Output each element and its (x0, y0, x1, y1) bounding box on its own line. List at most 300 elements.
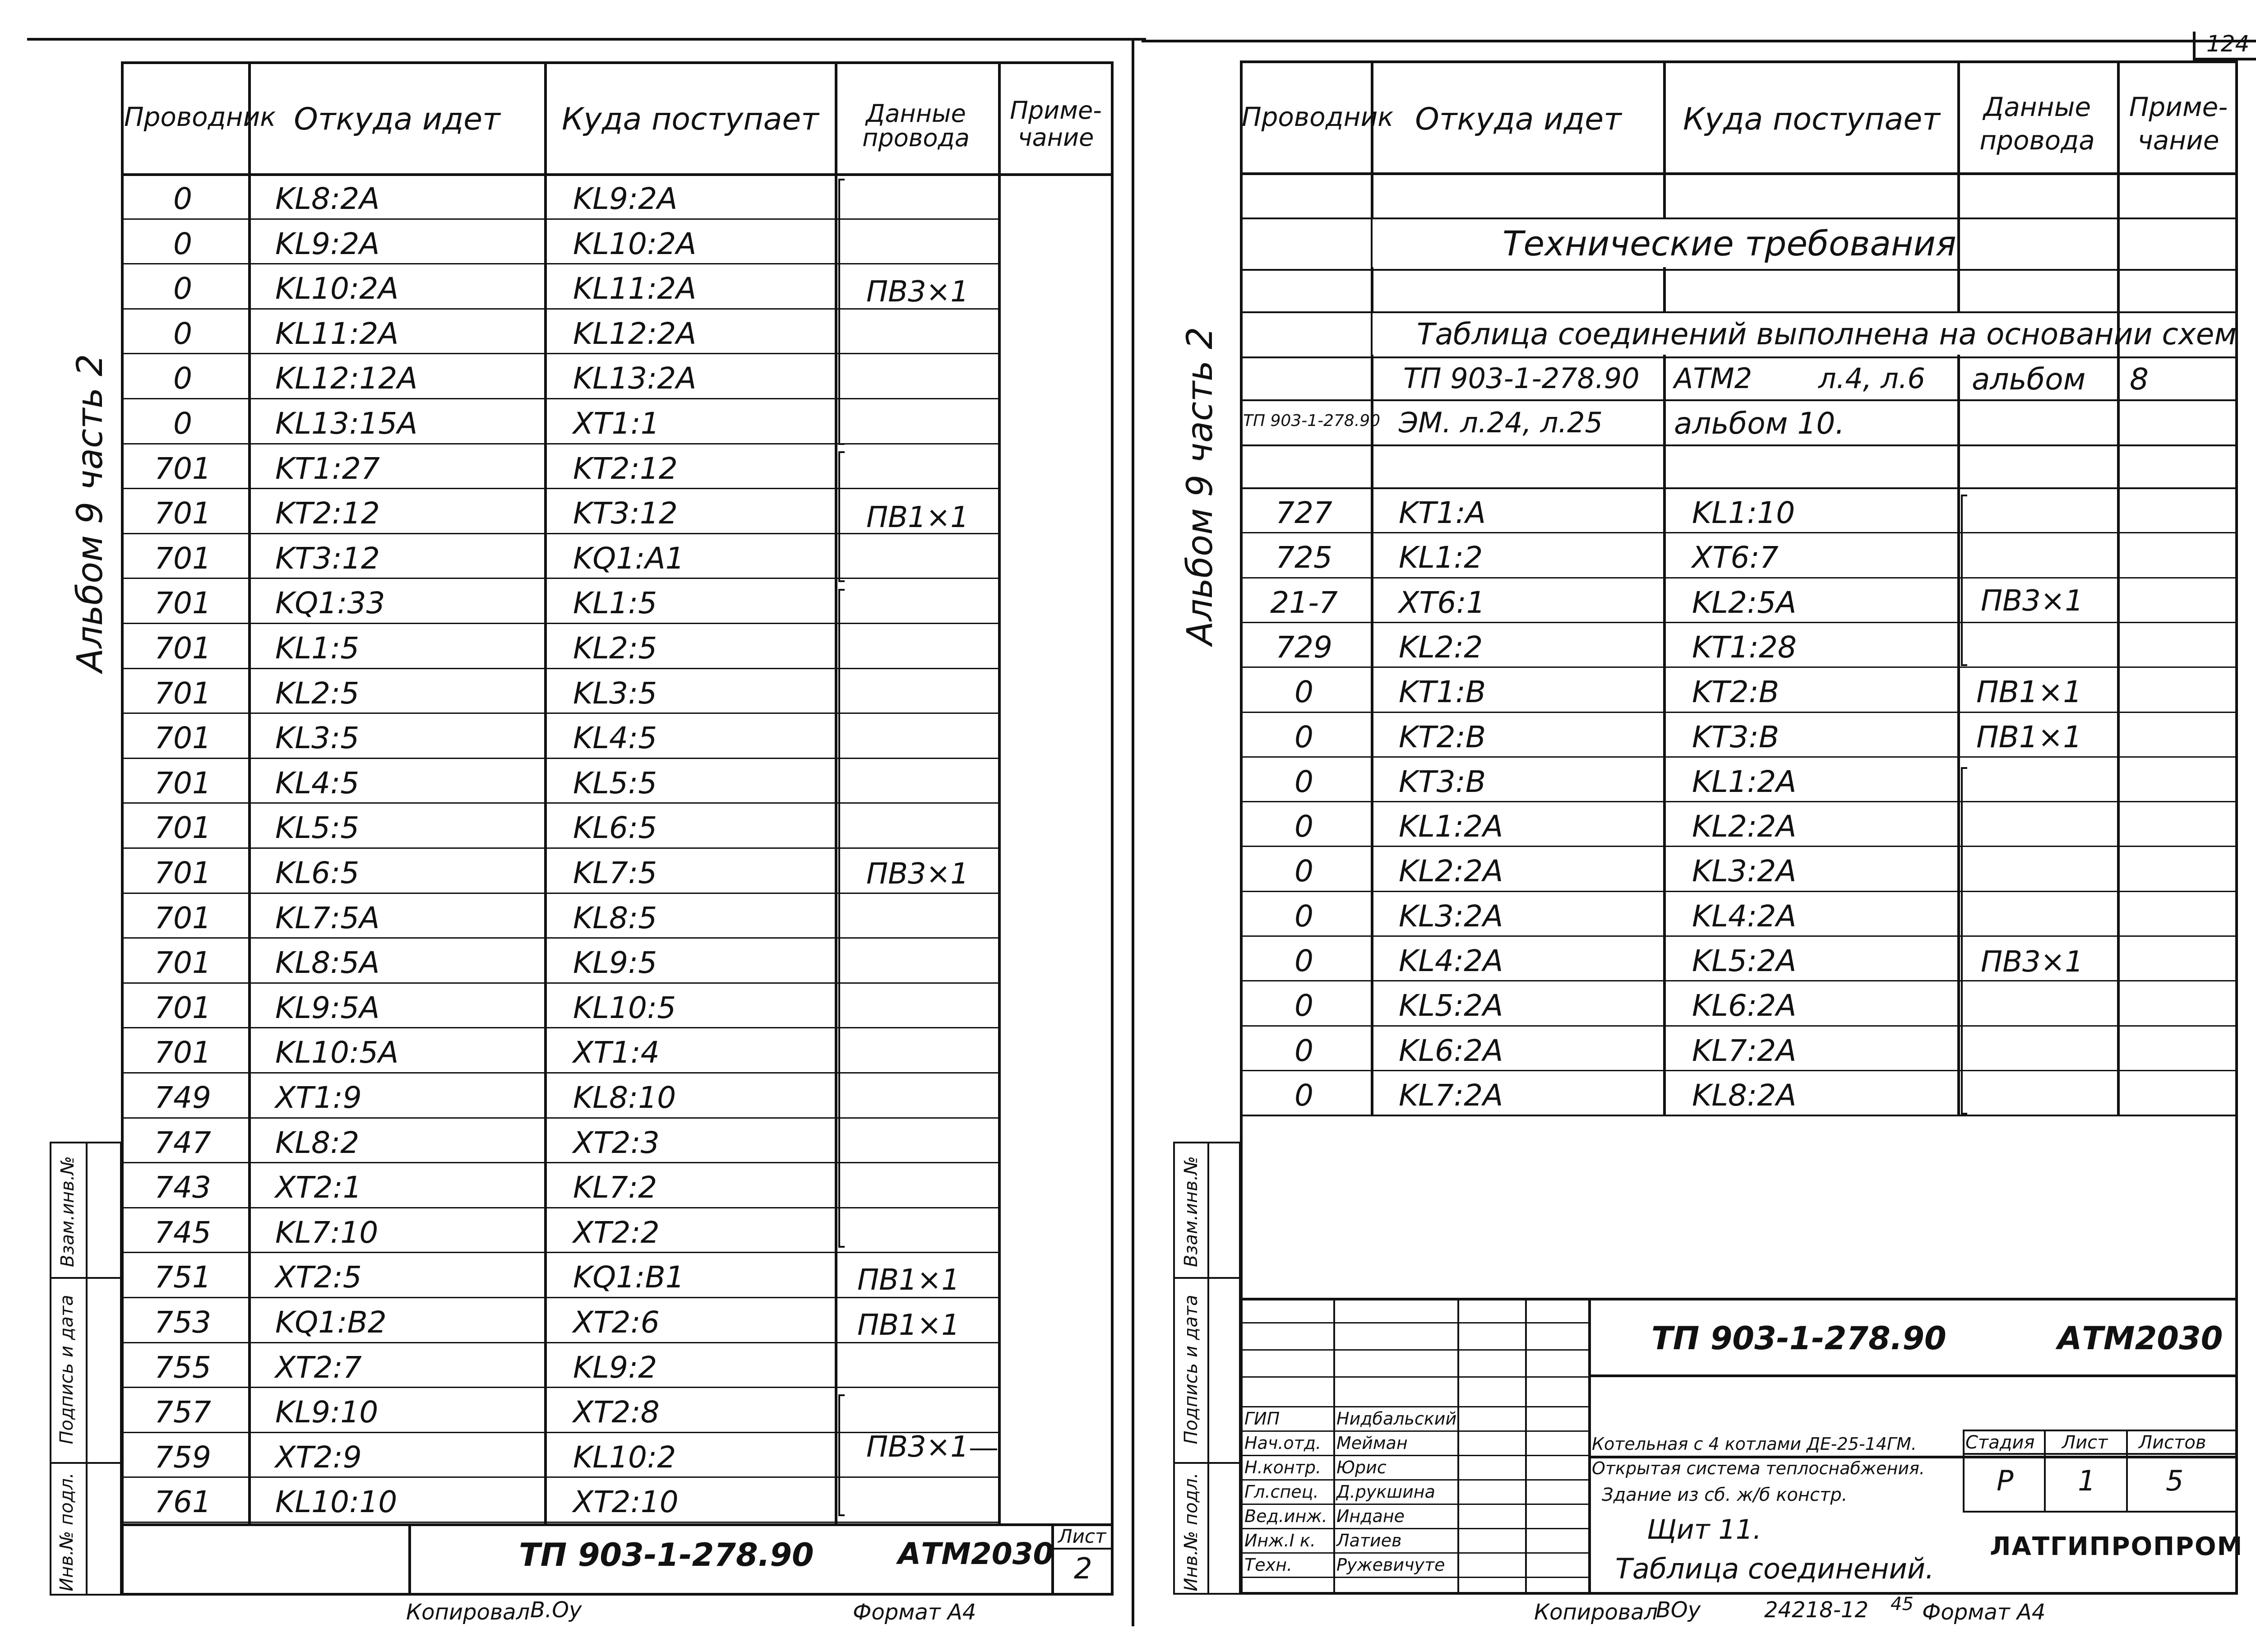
left-row-line (121, 1162, 998, 1163)
right-role-name: Латиев (1336, 1531, 1402, 1550)
right-row-line (1240, 666, 2238, 668)
left-doc-mark: АТМ2030 (898, 1536, 1054, 1571)
left-row-line (121, 443, 998, 444)
right-cell-conductor: 727 (1276, 495, 1332, 530)
left-cell-from: KL4:5 (275, 766, 360, 801)
left-col-div-2 (544, 61, 547, 1523)
left-cell-conductor: 701 (154, 810, 211, 845)
left-cell-to: KL2:5 (573, 631, 657, 666)
right-tb-main-div (1588, 1298, 1591, 1595)
right-tb-stage-mid (1963, 1453, 2238, 1455)
right-wire-group-1: ПВ3×1 (1981, 584, 2084, 618)
right-cell-to: KL5:2A (1692, 944, 1797, 978)
right-cell-to: XT6:7 (1692, 540, 1779, 575)
left-header-to: Куда поступает (562, 102, 819, 137)
right-role-name: Индане (1336, 1506, 1405, 1526)
right-sheets: 5 (2166, 1464, 2184, 1497)
right-sheet-label: Лист (2062, 1432, 2108, 1453)
left-cell-from: KL2:5 (275, 676, 360, 711)
left-row-line (121, 398, 998, 399)
left-cell-conductor: 749 (154, 1080, 211, 1115)
left-cell-from: KT1:27 (275, 451, 380, 486)
left-header-from: Откуда идет (294, 102, 500, 137)
right-tech-line3-b: ЭМ. л.24, л.25 (1399, 406, 1603, 439)
right-cell-conductor: 21-7 (1270, 585, 1338, 620)
right-header-note: Приме- чание (2129, 92, 2228, 156)
left-cell-to: KL10:5 (573, 990, 676, 1025)
right-drawing-line-2: Таблица соединений. (1615, 1552, 1934, 1585)
right-cell-to: KL2:2A (1692, 809, 1797, 844)
left-cell-conductor: 0 (173, 181, 192, 216)
left-cell-from: KL11:2A (275, 316, 399, 351)
left-row-line (121, 218, 998, 220)
left-row-line (121, 623, 998, 624)
left-cell-from: XT2:7 (275, 1350, 362, 1385)
right-row-line (1240, 712, 2238, 713)
left-cell-conductor: 759 (154, 1440, 211, 1475)
right-tb-stage-div (1963, 1430, 1965, 1511)
left-row-line (121, 263, 998, 264)
left-wire-group-6: ПВ3×1 (866, 1430, 969, 1464)
left-cell-from: KL8:5A (275, 945, 380, 980)
left-row-line (121, 937, 998, 939)
right-tb-code-line (1588, 1374, 2238, 1377)
right-role: Гл.спец. (1244, 1482, 1319, 1502)
right-role-name: Юрис (1336, 1458, 1387, 1477)
left-row-line (121, 668, 998, 669)
right-sheets-label: Листов (2139, 1432, 2206, 1453)
left-cell-to: KL9:2A (573, 181, 678, 216)
right-tb-stage-top (1963, 1430, 2238, 1431)
right-stage-label: Стадия (1965, 1432, 2035, 1453)
left-row-line (121, 802, 998, 804)
left-cell-to: XT2:8 (573, 1395, 660, 1430)
right-role-name: Мейман (1336, 1433, 1408, 1453)
left-col-div-4 (998, 61, 1001, 1523)
left-cell-from: KT3:12 (275, 541, 380, 576)
left-title-block-top (121, 1523, 1114, 1526)
right-tech-line2-d: альбом (1972, 362, 2086, 397)
left-cell-conductor: 745 (154, 1215, 211, 1250)
right-copied-by: Копировал (1534, 1600, 1658, 1625)
right-tech-row-2 (1240, 269, 2238, 271)
left-cell-to: KL9:2 (573, 1350, 657, 1385)
left-cell-from: KL9:5A (275, 990, 380, 1025)
right-header-line (1240, 172, 2238, 175)
right-row-line (1240, 891, 2238, 892)
left-cell-conductor: 761 (154, 1485, 211, 1519)
left-wire-group-4: ПВ1×1 (857, 1263, 960, 1297)
right-order-no2: 45 (1891, 1594, 1914, 1615)
left-stamp-label-0: Инв.№ подл. (56, 1472, 77, 1592)
right-tb-top (1240, 1298, 2238, 1300)
right-wire-group-2: ПВ3×1 (1981, 945, 2084, 979)
left-cell-to: KQ1:B1 (573, 1260, 684, 1295)
left-cell-from: KQ1:B2 (275, 1305, 387, 1340)
left-row-line (121, 893, 998, 894)
right-cell-from: KL7:2A (1399, 1078, 1503, 1113)
left-row-line (121, 353, 998, 354)
left-cell-conductor: 701 (154, 766, 211, 801)
left-cell-conductor: 701 (154, 496, 211, 531)
right-cell-from: KT3:B (1399, 764, 1486, 799)
left-stamp-side-divider (86, 1142, 88, 1596)
right-brace-2 (1961, 767, 1967, 1115)
right-row-line (1240, 935, 2238, 937)
left-cell-to: KT2:12 (573, 451, 678, 486)
left-stamp-label-1: Подпись и дата (56, 1295, 77, 1444)
left-doc-code: ТП 903-1-278.90 (519, 1536, 814, 1573)
right-cell-conductor: 0 (1294, 809, 1313, 844)
left-cell-from: KL8:2A (275, 181, 380, 216)
left-row-line (121, 1297, 998, 1298)
right-cell-from: KL2:2 (1399, 630, 1483, 665)
left-cell-conductor: 701 (154, 451, 211, 486)
right-cell-to: KL1:2A (1692, 764, 1797, 799)
left-row-line (121, 847, 998, 849)
left-cell-from: KL6:5 (275, 856, 360, 890)
left-cell-conductor: 0 (173, 227, 192, 261)
left-cell-to: KL5:5 (573, 766, 657, 801)
left-title-block-div (408, 1523, 411, 1596)
right-organization: ЛАТГИПРОПРОМ (1990, 1532, 2243, 1561)
right-row-line (1240, 1070, 2238, 1071)
left-cell-to: KL12:2A (573, 316, 697, 351)
right-order-no: 24218-12 (1764, 1597, 1869, 1623)
right-cell-conductor: 0 (1294, 899, 1313, 934)
left-cell-to: KL10:2 (573, 1440, 676, 1475)
right-tech-line3-c: альбом 10. (1674, 406, 1845, 441)
right-object-line-3: Здание из сб. ж/б констр. (1602, 1485, 1848, 1505)
right-cell-wire: ПВ1×1 (1976, 720, 2082, 754)
right-stamp-side-row2 (1173, 1462, 1241, 1464)
left-cell-to: XT1:4 (573, 1035, 660, 1070)
left-wire-group-2: ПВ1×1 (866, 501, 969, 534)
right-cell-conductor: 0 (1294, 675, 1313, 709)
left-cell-conductor: 743 (154, 1170, 211, 1205)
left-cell-conductor: 701 (154, 945, 211, 980)
left-cell-from: KL7:5A (275, 901, 380, 935)
left-copied-by: Копировал (406, 1600, 530, 1625)
left-cell-conductor: 701 (154, 990, 211, 1025)
right-tb-sig-row (1240, 1430, 1588, 1432)
right-cell-wire: ПВ1×1 (1976, 675, 2082, 709)
right-cell-to: KL4:2A (1692, 899, 1797, 934)
right-tech-line2-a: ТП 903-1-278.90 (1403, 362, 1640, 395)
left-format: Формат А4 (853, 1600, 976, 1625)
right-tech-line2-c: л.4, л.6 (1818, 362, 1925, 395)
right-copied-sign: ВОу (1656, 1597, 1701, 1623)
left-cell-from: XT2:5 (275, 1260, 362, 1295)
left-cell-from: XT1:9 (275, 1080, 362, 1115)
left-header-note: Приме- чание (1010, 96, 1102, 152)
right-tb-sig-row (1240, 1504, 1588, 1505)
right-cell-conductor: 725 (1276, 540, 1332, 575)
left-row-line (121, 1476, 998, 1478)
left-cell-to: KL8:10 (573, 1080, 676, 1115)
right-cell-from: KL1:2 (1399, 540, 1483, 575)
left-col-div-3 (835, 61, 837, 1523)
left-brace-2 (838, 451, 845, 582)
left-row-line (121, 1522, 998, 1523)
left-brace-3 (838, 589, 845, 1248)
right-sheet: 1 (2078, 1464, 2096, 1497)
right-tech-row-5 (1240, 399, 2238, 401)
right-object-line-2: Открытая система теплоснабжения. (1592, 1458, 1925, 1478)
left-row-line (121, 1072, 998, 1074)
right-cell-conductor: 0 (1294, 854, 1313, 888)
right-doc-code: ТП 903-1-278.90 (1651, 1320, 1946, 1357)
right-stamp-side-divider (1207, 1142, 1209, 1595)
left-cell-conductor: 701 (154, 1035, 211, 1070)
right-tb-sig-row (1240, 1455, 1588, 1456)
right-tb-empty-row (1240, 1322, 1588, 1323)
left-cell-from: KL9:10 (275, 1395, 379, 1430)
right-role-name: Нидбальский (1336, 1409, 1457, 1429)
left-cell-conductor: 701 (154, 676, 211, 711)
left-cell-from: KL3:5 (275, 721, 360, 755)
left-cell-conductor: 747 (154, 1125, 211, 1160)
left-cell-from: KL5:5 (275, 810, 360, 845)
right-role: Вед.инж. (1244, 1506, 1327, 1526)
left-cell-to: KL3:5 (573, 676, 657, 711)
left-cell-conductor: 0 (173, 316, 192, 351)
left-cell-to: KQ1:A1 (573, 541, 684, 576)
top-rule-right (1142, 40, 2256, 42)
right-cell-to: KT3:B (1692, 720, 1780, 754)
right-tb-empty-row (1240, 1349, 1588, 1351)
right-tb-sig-div-3 (1525, 1298, 1527, 1595)
left-stamp-label-2: Взам.инв.№ (57, 1156, 78, 1268)
left-wire-group-3: ПВ3×1 (866, 857, 969, 891)
right-header-wire: Данные провода (1979, 92, 2095, 156)
right-side-caption: Альбом 9 часть 2 (1180, 327, 1220, 645)
left-cell-from: KL9:2A (275, 227, 380, 261)
left-row-line (121, 488, 998, 489)
left-cell-to: KL7:2 (573, 1170, 657, 1205)
left-cell-from: KL10:2A (275, 271, 399, 306)
right-tb-sig-row (1240, 1528, 1588, 1529)
right-tb-sig-row (1240, 1552, 1588, 1554)
left-wire-group-1: ПВ3×1 (866, 275, 969, 309)
left-cell-conductor: 753 (154, 1305, 211, 1340)
right-cell-from: KT1:B (1399, 675, 1486, 709)
left-row-line (121, 1117, 998, 1119)
left-cell-conductor: 751 (154, 1260, 211, 1295)
right-header-from: Откуда идет (1415, 102, 1622, 137)
left-wire-group-5: ПВ1×1 (857, 1309, 960, 1342)
right-cell-from: KT2:B (1399, 720, 1486, 754)
left-row-line (121, 1342, 998, 1343)
right-tb-sig-row (1240, 1577, 1588, 1578)
left-row-line (121, 578, 998, 579)
left-cell-from: XT2:1 (275, 1170, 362, 1205)
left-cell-to: XT1:1 (573, 406, 660, 441)
left-copied-sign: В.Оу (530, 1597, 582, 1623)
right-row-line (1240, 622, 2238, 623)
left-cell-to: KL4:5 (573, 721, 657, 755)
right-stamp-label-1: Подпись и дата (1181, 1295, 1202, 1444)
right-tb-sig-div-2 (1457, 1298, 1459, 1595)
left-row-line (121, 1387, 998, 1388)
left-cell-to: KL10:2A (573, 227, 697, 261)
right-cell-conductor: 0 (1294, 1078, 1313, 1113)
left-cell-conductor: 0 (173, 271, 192, 306)
left-row-line (121, 1252, 998, 1253)
center-divider (1132, 38, 1134, 1626)
left-row-line (121, 1207, 998, 1208)
left-cell-to: KL7:5 (573, 856, 657, 890)
right-cell-conductor: 0 (1294, 1033, 1313, 1068)
right-row-line (1240, 1115, 2238, 1116)
right-cell-to: KL1:10 (1692, 495, 1795, 530)
right-cell-to: KL2:5A (1692, 585, 1797, 620)
right-cell-to: KL3:2A (1692, 854, 1797, 888)
left-cell-to: KL13:2A (573, 361, 697, 396)
left-cell-to: XT2:2 (573, 1215, 660, 1250)
left-row-line (121, 982, 998, 984)
right-cell-to: KT2:B (1692, 675, 1780, 709)
right-tech-line1: Таблица соединений выполнена на основании схем (1417, 317, 2237, 352)
right-cell-to: KL6:2A (1692, 988, 1797, 1023)
left-cell-conductor: 0 (173, 406, 192, 441)
left-cell-conductor: 701 (154, 631, 211, 666)
left-brace-6 (838, 1394, 845, 1516)
right-cell-conductor: 0 (1294, 988, 1313, 1023)
left-cell-to: XT2:10 (573, 1485, 679, 1519)
right-cell-from: KL2:2A (1399, 854, 1503, 888)
page-number: 124 (2206, 31, 2250, 57)
right-role: ГИП (1244, 1409, 1280, 1429)
right-tb-sheet-div (2044, 1430, 2046, 1511)
right-tb-empty-row (1240, 1376, 1588, 1378)
right-stage: Р (1997, 1464, 2014, 1497)
right-role-name: Д.рукшина (1336, 1482, 1435, 1502)
left-cell-from: KL1:5 (275, 631, 360, 666)
left-cell-from: KT2:12 (275, 496, 380, 531)
right-row-line (1240, 801, 2238, 802)
right-tb-sig-row (1240, 1479, 1588, 1481)
right-cell-conductor: 0 (1294, 944, 1313, 978)
left-row-line (121, 1027, 998, 1028)
right-row-line (1240, 846, 2238, 847)
right-tb-sig-row (1240, 1406, 1588, 1407)
left-sheet-box-line (1051, 1548, 1114, 1550)
right-cell-conductor: 729 (1276, 630, 1332, 665)
right-role: Н.контр. (1244, 1458, 1322, 1477)
left-side-caption: Альбом 9 часть 2 (70, 354, 111, 672)
left-cell-to: XT2:3 (573, 1125, 660, 1160)
left-cell-to: KT3:12 (573, 496, 678, 531)
left-cell-from: KL8:2 (275, 1125, 360, 1160)
left-cell-conductor: 701 (154, 721, 211, 755)
left-row-line (121, 713, 998, 714)
left-cell-conductor: 757 (154, 1395, 211, 1430)
left-header-line (121, 173, 1114, 176)
right-role: Инж.I к. (1244, 1531, 1316, 1550)
left-cell-from: KL10:10 (275, 1485, 398, 1519)
right-cell-conductor: 0 (1294, 764, 1313, 799)
left-cell-to: KL1:5 (573, 586, 657, 620)
left-sheet-label: Лист (1058, 1525, 1106, 1547)
left-header-wire: Данные провода (862, 99, 970, 152)
right-role: Нач.отд. (1244, 1433, 1322, 1453)
right-header-to: Куда поступает (1683, 102, 1940, 137)
left-wire-group-6-tail (970, 1448, 997, 1450)
left-cell-conductor: 755 (154, 1350, 211, 1385)
right-cell-conductor: 0 (1294, 720, 1313, 754)
right-row-line (1240, 577, 2238, 578)
left-cell-to: KL6:5 (573, 810, 657, 845)
right-tech-title: Технические требования (1502, 223, 1956, 264)
right-role: Техн. (1244, 1555, 1293, 1575)
right-row-line (1240, 756, 2238, 758)
left-cell-from: KL10:5A (275, 1035, 399, 1070)
right-cell-from: XT6:1 (1399, 585, 1485, 620)
right-tb-sig-div-1 (1333, 1298, 1335, 1595)
right-format: Формат А4 (1922, 1600, 2046, 1625)
left-cell-conductor: 701 (154, 586, 211, 620)
left-cell-to: XT2:6 (573, 1305, 660, 1340)
right-cell-from: KL4:2A (1399, 944, 1503, 978)
right-object-line-1: Котельная с 4 котлами ДЕ-25-14ГМ. (1592, 1434, 1917, 1454)
left-stamp-side-row2 (50, 1462, 122, 1464)
right-cell-from: KL6:2A (1399, 1033, 1503, 1068)
left-cell-to: KL8:5 (573, 901, 657, 935)
left-row-line (121, 758, 998, 759)
right-brace-1 (1961, 495, 1967, 666)
left-cell-from: KL7:10 (275, 1215, 379, 1250)
right-tb-sheets-div (2126, 1430, 2128, 1511)
left-cell-to: KL9:5 (573, 945, 657, 980)
left-cell-conductor: 701 (154, 901, 211, 935)
right-tech-line3-a: ТП 903-1-278.90 (1243, 412, 1381, 430)
right-cell-from: KL3:2A (1399, 899, 1503, 934)
left-cell-from: XT2:9 (275, 1440, 362, 1475)
right-stamp-label-0: Инв.№ подл. (1181, 1472, 1202, 1592)
right-tech-row-6 (1240, 444, 2238, 446)
left-header-conductor: Проводник (124, 102, 276, 132)
right-cell-from: KT1:A (1399, 495, 1486, 530)
right-cell-to: KL8:2A (1692, 1078, 1797, 1113)
right-tech-row-4 (1240, 356, 2238, 358)
left-sheet-number: 2 (1074, 1552, 1092, 1586)
right-tech-line2-e: 8 (2130, 362, 2149, 397)
right-tb-stage-bottom (1963, 1511, 2238, 1513)
right-drawing-line-1: Щит 11. (1647, 1514, 1762, 1546)
right-doc-mark: АТМ2030 (2057, 1320, 2223, 1357)
right-tech-row-7 (1240, 487, 2238, 489)
right-cell-to: KL7:2A (1692, 1033, 1797, 1068)
right-header-conductor: Проводник (1242, 102, 1394, 132)
right-row-line (1240, 980, 2238, 981)
left-cell-from: KL13:15A (275, 406, 418, 441)
right-tech-line2-b: АТМ2 (1674, 362, 1752, 395)
left-cell-conductor: 701 (154, 856, 211, 890)
right-cell-from: KL5:2A (1399, 988, 1503, 1023)
right-role-name: Ружевичуте (1336, 1555, 1445, 1575)
left-cell-conductor: 0 (173, 361, 192, 396)
left-cell-from: KQ1:33 (275, 586, 385, 620)
left-cell-to: KL11:2A (573, 271, 697, 306)
left-brace-1 (838, 179, 845, 445)
top-rule (27, 38, 1146, 41)
left-cell-conductor: 701 (154, 541, 211, 576)
right-stamp-label-2: Взам.инв.№ (1181, 1156, 1202, 1268)
right-cell-to: KT1:28 (1692, 630, 1797, 665)
right-cell-from: KL1:2A (1399, 809, 1503, 844)
left-cell-from: KL12:12A (275, 361, 418, 396)
